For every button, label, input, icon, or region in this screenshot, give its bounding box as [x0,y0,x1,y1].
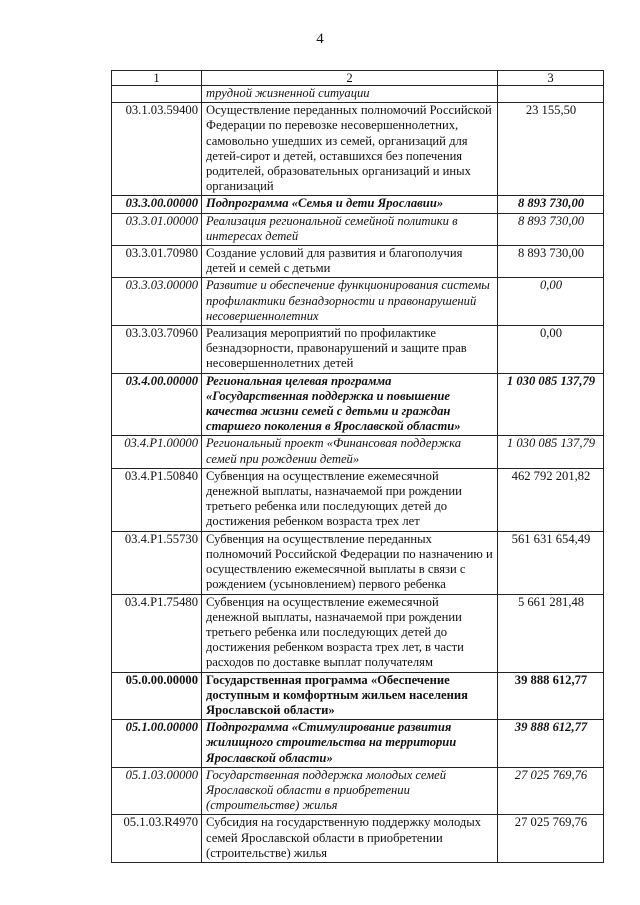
column-header: 2 [202,71,498,86]
budget-table [111,70,604,863]
amount-cell: 1 030 085 137,79 [498,436,604,468]
description-cell: Создание условий для развития и благополучия детей и семей с детьми [202,246,498,278]
description-cell: Субвенция на осуществление переданных полномочий Российской Федерации по назначению и осуществлению ежемесячной выплаты в связи с рождением (усыновлением) первого ребенка [202,531,498,594]
description-cell: Развитие и обеспечение функционирования системы профилактики безнадзорности и правонарушений несовершеннолетних [202,278,498,326]
amount-cell: 0,00 [498,278,604,326]
amount-cell: 561 631 654,49 [498,531,604,594]
table-row [112,196,604,213]
amount-cell: 8 893 730,00 [498,213,604,245]
description-cell: Государственная программа «Обеспечение доступным и комфортным жильем населения Ярославской области» [202,672,498,720]
amount-cell: 0,00 [498,326,604,374]
table-row [112,468,604,531]
table-row [112,86,604,103]
table-row [112,594,604,672]
budget-code-cell: 03.3.03.00000 [112,278,202,326]
amount-cell: 8 893 730,00 [498,246,604,278]
table-row [112,767,604,815]
table-row [112,373,604,436]
budget-code-cell: 05.1.03.R4970 [112,815,202,863]
amount-cell: 27 025 769,76 [498,815,604,863]
description-cell: Осуществление переданных полномочий Российской Федерации по перевозке несовершеннолетних, самовольно ушедших из семей, организаций для детей-сирот и детей, оставшихся без попечения родителей, образовательных организаций и иных организаций [202,103,498,196]
budget-code-cell: 05.1.03.00000 [112,767,202,815]
budget-code-cell [112,86,202,103]
budget-code-cell: 03.4.00.00000 [112,373,202,436]
description-cell: Субвенция на осуществление ежемесячной денежной выплаты, назначаемой при рождении третьего ребенка или последующих детей до достижения ребенком возраста трех лет, в части расходов по доставке выплат получателям [202,594,498,672]
amount-cell: 39 888 612,77 [498,672,604,720]
budget-code-cell: 05.1.00.00000 [112,720,202,768]
budget-code-cell: 03.1.03.59400 [112,103,202,196]
column-header: 1 [112,71,202,86]
amount-cell: 5 661 281,48 [498,594,604,672]
description-cell: Реализация региональной семейной политики в интересах детей [202,213,498,245]
table-row [112,278,604,326]
description-cell: Региональная целевая программа «Государственная поддержка и повышение качества жизни семей с детьми и граждан старшего поколения в Ярославской области» [202,373,498,436]
description-cell: Субвенция на осуществление ежемесячной денежной выплаты, назначаемой при рождении третьего ребенка или последующих детей до достижения ребенком возраста трех лет [202,468,498,531]
amount-cell: 1 030 085 137,79 [498,373,604,436]
budget-code-cell: 03.4.P1.00000 [112,436,202,468]
table-row [112,720,604,768]
amount-cell: 8 893 730,00 [498,196,604,213]
description-cell: Реализация мероприятий по профилактике безнадзорности, правонарушений и защите прав несовершеннолетних детей [202,326,498,374]
amount-cell: 39 888 612,77 [498,720,604,768]
column-number-row [112,71,604,86]
budget-code-cell: 03.4.P1.55730 [112,531,202,594]
budget-code-cell: 03.4.P1.75480 [112,594,202,672]
description-cell: Государственная поддержка молодых семей Ярославской области в приобретении (строительстве) жилья [202,767,498,815]
page-number: 4 [316,31,324,47]
description-cell: Региональный проект «Финансовая поддержка семей при рождении детей» [202,436,498,468]
budget-code-cell: 05.0.00.00000 [112,672,202,720]
column-header: 3 [498,71,604,86]
description-cell: Подпрограмма «Семья и дети Ярославии» [202,196,498,213]
table-row [112,815,604,863]
description-cell: трудной жизненной ситуации [202,86,498,103]
amount-cell: 27 025 769,76 [498,767,604,815]
table-row [112,103,604,196]
table-row [112,213,604,245]
amount-cell: 23 155,50 [498,103,604,196]
description-cell: Субсидия на государственную поддержку молодых семей Ярославской области в приобретении (строительстве) жилья [202,815,498,863]
table-row [112,246,604,278]
amount-cell: 462 792 201,82 [498,468,604,531]
budget-code-cell: 03.4.P1.50840 [112,468,202,531]
budget-code-cell: 03.3.03.70960 [112,326,202,374]
table-row [112,531,604,594]
amount-cell [498,86,604,103]
budget-code-cell: 03.3.00.00000 [112,196,202,213]
budget-code-cell: 03.3.01.70980 [112,246,202,278]
table-row [112,436,604,468]
description-cell: Подпрограмма «Стимулирование развития жилищного строительства на территории Ярославской области» [202,720,498,768]
budget-code-cell: 03.3.01.00000 [112,213,202,245]
table-row [112,672,604,720]
table-row [112,326,604,374]
